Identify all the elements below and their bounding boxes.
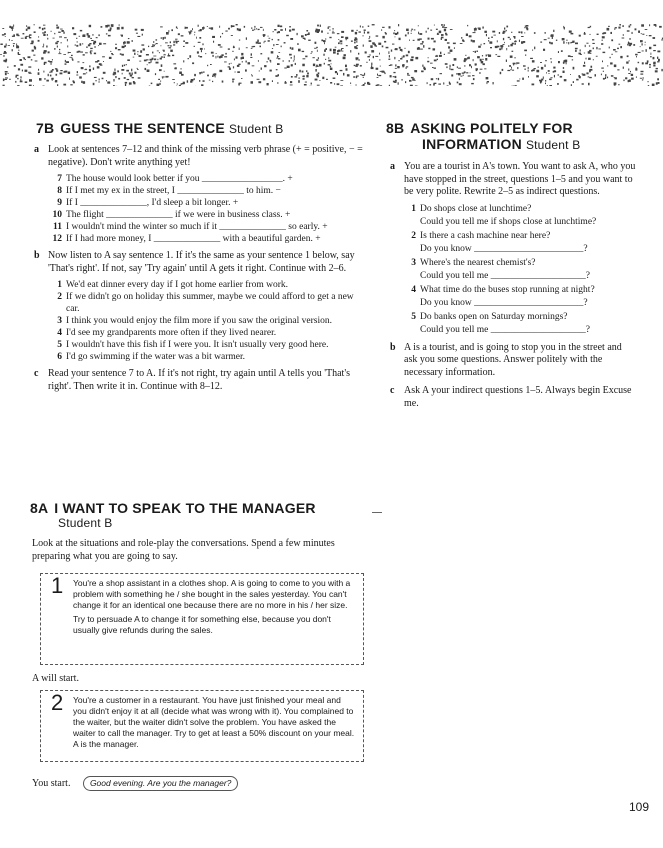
response-line[interactable]: Do you know _______________________? [420,243,588,254]
section-heading: I WANT TO SPEAK TO THE MANAGER [54,500,316,516]
item-text: Do shops close at lunchtime? [420,203,532,214]
list-item [404,257,636,282]
role-card-number: 2 [51,690,64,715]
item-number: 3 [411,257,416,268]
list-item [50,221,366,233]
item-number: 5 [57,340,62,350]
student-label: Student B [525,138,581,152]
student-label: Student B [228,122,284,136]
item-text: I think you would enjoy the film more if you saw the original version. [66,316,332,326]
instruction-letter: a [390,161,395,172]
question-list [404,203,636,336]
item-text: Where's the nearest chemist's? [420,257,536,268]
student-label: Student B [58,516,113,530]
item-text: If I ______________, I'd sleep a bit longer. + [66,198,239,208]
list-item [50,197,366,209]
role-card-text: Try to persuade A to change it for something else, because you don't usually give refunds during the sales. [73,614,331,635]
item-number: 6 [57,352,62,362]
list-item [50,291,366,315]
instruction-text: You are a tourist in A's town. You want to ask A, who you have stopped in the street, questions 1–5 and you want to be very polite. Rewrite 2–5 as indirect questions. [404,161,636,197]
item-text: Is there a cash machine near here? [420,230,551,241]
instruction-letter: c [390,385,395,396]
item-number: 1 [411,203,416,214]
instruction-text: Ask A your indirect questions 1–5. Always begin Excuse me. [404,385,632,409]
role-card-text: You're a shop assistant in a clothes shop. A is going to come to you with a problem with something he / she bought in the sales yesterday. You can't change it for an identical one because there are no more in his / her size. [73,578,351,610]
section-8b-title [386,120,636,153]
item-text: The flight ______________ if we were in business class. + [66,210,291,220]
instruction-text: Look at sentences 7–12 and think of the missing verb phrase (+ = positive, − = negative). Don't write anything yet! [48,144,363,168]
stray-mark [372,512,382,515]
item-number: 4 [411,284,416,295]
instruction-b [34,250,366,275]
response-line[interactable]: Could you tell me ____________________? [420,324,590,335]
instruction-letter: b [390,341,396,353]
list-item [404,284,636,309]
item-text: Do banks open on Saturday mornings? [420,311,568,322]
role-card-number: 1 [51,573,64,598]
item-number: 8 [57,186,62,196]
list-item [50,351,366,363]
item-text: If I met my ex in the street, I ______________ to him. − [66,186,281,196]
role-card-text: You're a customer in a restaurant. You have just finished your meal and you didn't enjoy it at all (decide what was wrong with it). You complained to the waiter, but the waiter didn't solve the problem. You have asked the waiter to call the manager. Try to get at least a 50% discount on your meal. A is the manager. [73,695,355,749]
response-line[interactable]: Do you know _______________________? [420,297,588,308]
section-number: 7B [36,120,55,136]
item-text: If we didn't go on holiday this summer, maybe we could afford to get a new car. [66,292,354,314]
section-8a [30,500,370,563]
instruction-text: Read your sentence 7 to A. If it's not right, try again until A tells you 'That's right'. Then write it in. Continue with 8–12. [48,368,351,392]
response-line[interactable]: Could you tell me if shops close at lunchtime? [420,216,597,227]
list-item [50,173,366,185]
item-number: 3 [57,316,62,326]
start-line [32,776,238,791]
section-number: 8B [386,120,405,136]
instruction-letter: b [34,250,40,261]
response-line[interactable]: Could you tell me ____________________? [420,270,590,281]
item-number: 5 [411,311,416,322]
turn-note: A will start. [32,673,79,684]
instruction-text: A is a tourist, and is going to stop you in the street and ask you some questions. Answer politely with the necessary information. [404,341,622,378]
list-item [50,185,366,197]
role-card-1 [40,573,364,665]
list-item [404,230,636,255]
item-text: If I had more money, I ______________ with a beautiful garden. + [66,234,321,244]
item-text: I wouldn't mind the winter so much if it ______________ so early. + [66,222,328,232]
item-number: 11 [53,222,62,232]
item-number: 2 [411,230,416,241]
instruction-a [34,144,366,169]
answer-list [50,279,366,363]
item-number: 1 [57,280,62,290]
item-text: The house would look better if you _________________. + [66,174,293,184]
section-8b [386,120,636,410]
item-number: 4 [57,328,62,338]
list-item [50,279,366,291]
section-number: 8A [30,500,49,516]
item-number: 10 [52,210,62,220]
section-7b [36,120,366,393]
item-text: I wouldn't have this fish if I were you. It isn't usually very good here. [66,340,329,350]
sentence-list [50,173,366,245]
instruction-letter: c [34,368,39,379]
list-item [50,209,366,221]
item-text: I'd go swimming if the water was a bit warmer. [66,352,246,362]
list-item [50,339,366,351]
item-text: We'd eat dinner every day if I got home earlier from work. [66,280,288,290]
section-heading: INFORMATION [422,136,522,152]
section-8a-title [30,500,370,516]
speech-bubble: Good evening. Are you the manager? [83,776,238,791]
section-heading: ASKING POLITELY FOR [410,120,573,136]
instruction-b [390,341,636,380]
list-item [404,203,636,228]
item-number: 7 [57,174,62,184]
page-number: 109 [628,800,649,814]
role-card-2 [40,690,364,762]
instruction-a [390,161,636,199]
item-text: What time do the buses stop running at night? [420,284,595,295]
item-number: 9 [57,198,62,208]
list-item [50,327,366,339]
instruction-c [34,368,366,393]
instruction-letter: a [34,144,39,155]
intro-text: Look at the situations and role-play the conversations. Spend a few minutes preparing what you are going to say. [32,538,335,562]
section-7b-title [36,120,366,136]
list-item [404,311,636,336]
instruction-text: Now listen to A say sentence 1. If it's the same as your sentence 1 below, say 'That's right'. If not, say 'Try again' until A gets it right. Continue with 2–6. [48,250,355,274]
item-text: I'd see my grandparents more often if they lived nearer. [66,328,277,338]
instruction-c [390,385,636,410]
list-item [50,315,366,327]
item-number: 2 [57,292,62,302]
list-item [50,233,366,245]
section-heading: GUESS THE SENTENCE [60,120,225,136]
turn-note: You start. [32,778,71,789]
header-noise-band [0,24,663,86]
item-number: 12 [52,234,62,244]
